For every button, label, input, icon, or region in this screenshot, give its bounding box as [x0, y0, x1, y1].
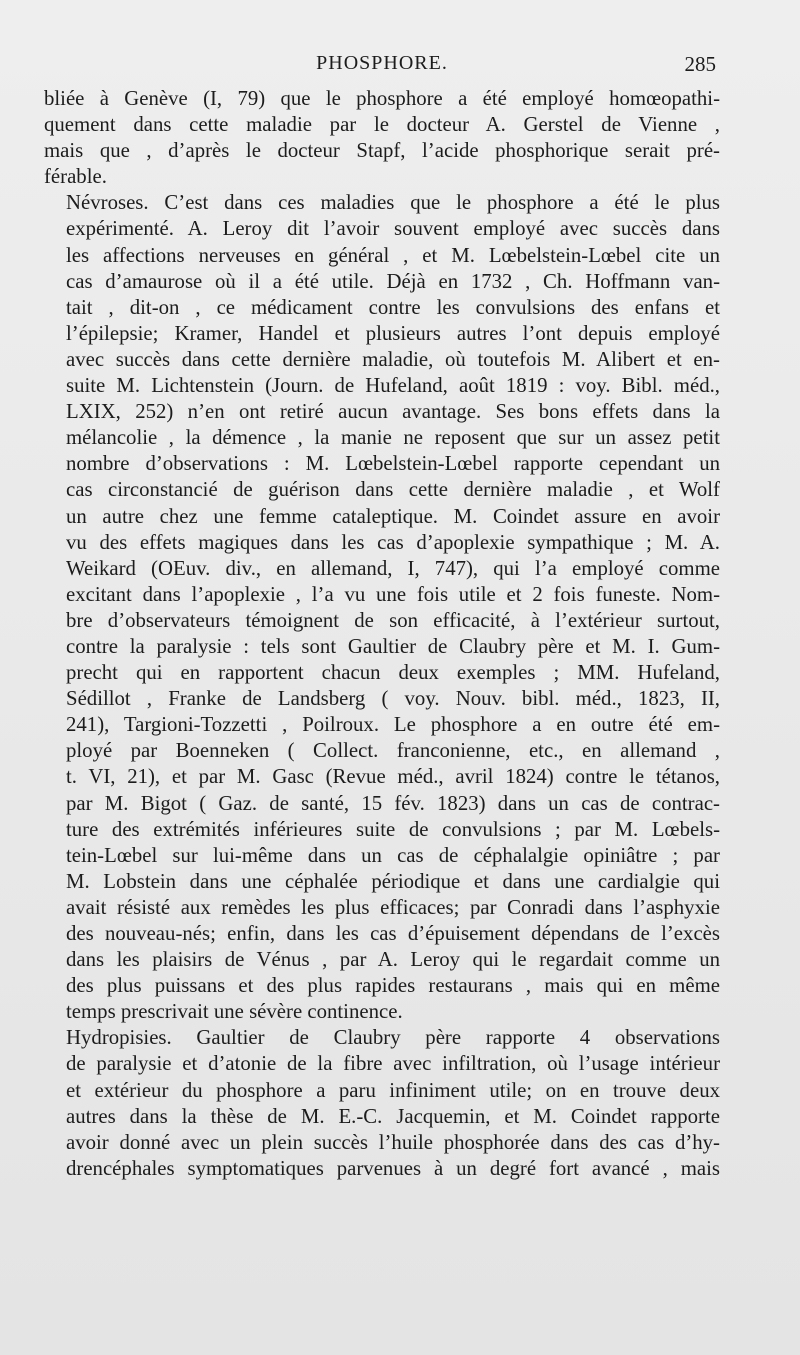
page-number: 285 [684, 52, 716, 76]
text-line: Névroses. C’est dans ces maladies que le phosphore a été le plus [66, 191, 720, 215]
text-line: temps prescrivait une sévère continence. [66, 1000, 403, 1024]
paragraph-hydropisies [44, 1025, 720, 1182]
text-line: l’épilepsie; Kramer, Handel et plusieurs autres l’ont depuis employé [66, 321, 720, 345]
text-line: et extérieur du phosphore a paru infiniment utile; on en trouve deux [66, 1078, 720, 1102]
text-line: vu des effets magiques dans les cas d’apoplexie sympathique ; M. A. [66, 530, 720, 554]
text-line: ture des extrémités inférieures suite de convulsions ; par M. Lœbels- [66, 817, 720, 841]
text-line: avec succès dans cette dernière maladie, où toutefois M. Alibert et en- [66, 347, 720, 371]
text-line: suite M. Lichtenstein (Journ. de Hufeland, août 1819 : voy. Bibl. méd., [66, 374, 720, 398]
text-line: par M. Bigot ( Gaz. de santé, 15 fév. 1823) dans un cas de contrac- [66, 791, 720, 815]
text-line: des nouveau-nés; enfin, dans les cas d’épuisement dépendans de l’excès [66, 922, 720, 945]
text-line: cas d’amaurose où il a été utile. Déjà en 1732 , Ch. Hoffmann van- [66, 269, 720, 293]
text-line: LXIX, 252) n’en ont retiré aucun avantage. Ses bons effets dans la [66, 400, 720, 424]
text-line: mais que , d’après le docteur Stapf, l’acide phosphorique serait pré- [44, 139, 720, 163]
text-line: tein-Lœbel sur lui-même dans un cas de céphalalgie opiniâtre ; par [66, 843, 720, 867]
text-line: bliée à Genève (I, 79) que le phosphore a été employé homœopathi- [44, 87, 720, 110]
running-title: PHOSPHORE. [316, 52, 448, 74]
paragraph [44, 86, 720, 190]
text-line: quement dans cette maladie par le docteur A. Gerstel de Vienne , [44, 113, 720, 137]
body-text [44, 86, 720, 1182]
text-line: bre d’observateurs témoignent de son efficacité, à l’extérieur surtout, [66, 608, 720, 632]
text-line: expérimenté. A. Leroy dit l’avoir souvent employé avec succès dans [66, 217, 720, 241]
text-line: t. VI, 21), et par M. Gasc (Revue méd., avril 1824) contre le tétanos, [66, 765, 720, 789]
text-line: precht qui en rapportent chacun deux exemples ; MM. Hufeland, [66, 661, 720, 685]
text-line: dans les plaisirs de Vénus , par A. Leroy qui le regardait comme un [66, 948, 720, 972]
text-line: avait résisté aux remèdes les plus efficaces; par Conradi dans l’asphyxie [66, 895, 720, 919]
text-line: tait , dit-on , ce médicament contre les convulsions des enfans et [66, 295, 720, 319]
page-header [44, 52, 720, 82]
text-line: M. Lobstein dans une céphalée périodique et dans une cardialgie qui [66, 869, 720, 893]
text-line: un autre chez une femme cataleptique. M. Coindet assure en avoir [66, 504, 720, 528]
text-line: ployé par Boenneken ( Collect. franconienne, etc., en allemand , [66, 739, 720, 763]
text-line: les affections nerveuses en général , et M. Lœbelstein-Lœbel cite un [66, 243, 720, 267]
text-line: drencéphales symptomatiques parvenues à un degré fort avancé , mais [66, 1156, 720, 1180]
text-line: de paralysie et d’atonie de la fibre avec infiltration, où l’usage intérieur [66, 1052, 720, 1076]
text-line: avoir donné avec un plein succès l’huile phosphorée dans des cas d’hy- [66, 1130, 720, 1154]
text-line: cas circonstancié de guérison dans cette dernière maladie , et Wolf [66, 478, 720, 502]
text-line: autres dans la thèse de M. E.-C. Jacquemin, et M. Coindet rapporte [66, 1104, 720, 1128]
text-line: Sédillot , Franke de Landsberg ( voy. Nouv. bibl. méd., 1823, II, [66, 687, 720, 711]
text-line: excitant dans l’apoplexie , l’a vu une fois utile et 2 fois funeste. Nom- [66, 582, 720, 606]
text-line: mélancolie , la démence , la manie ne reposent que sur un assez petit [66, 426, 720, 450]
text-line: 241), Targioni-Tozzetti , Poilroux. Le phosphore a en outre été em- [66, 713, 720, 737]
text-line: férable. [44, 165, 107, 189]
text-line: des plus puissans et des plus rapides restaurans , mais qui en même [66, 974, 720, 998]
text-line: Hydropisies. Gaultier de Claubry père rapporte 4 observations [66, 1026, 720, 1050]
text-line: Weikard (OEuv. div., en allemand, I, 747), qui l’a employé comme [66, 556, 720, 580]
text-line: contre la paralysie : tels sont Gaultier de Claubry père et M. I. Gum- [66, 634, 720, 658]
paragraph-nevroses [44, 190, 720, 1025]
text-line: nombre d’observations : M. Lœbelstein-Lœbel rapporte cependant un [66, 452, 720, 476]
